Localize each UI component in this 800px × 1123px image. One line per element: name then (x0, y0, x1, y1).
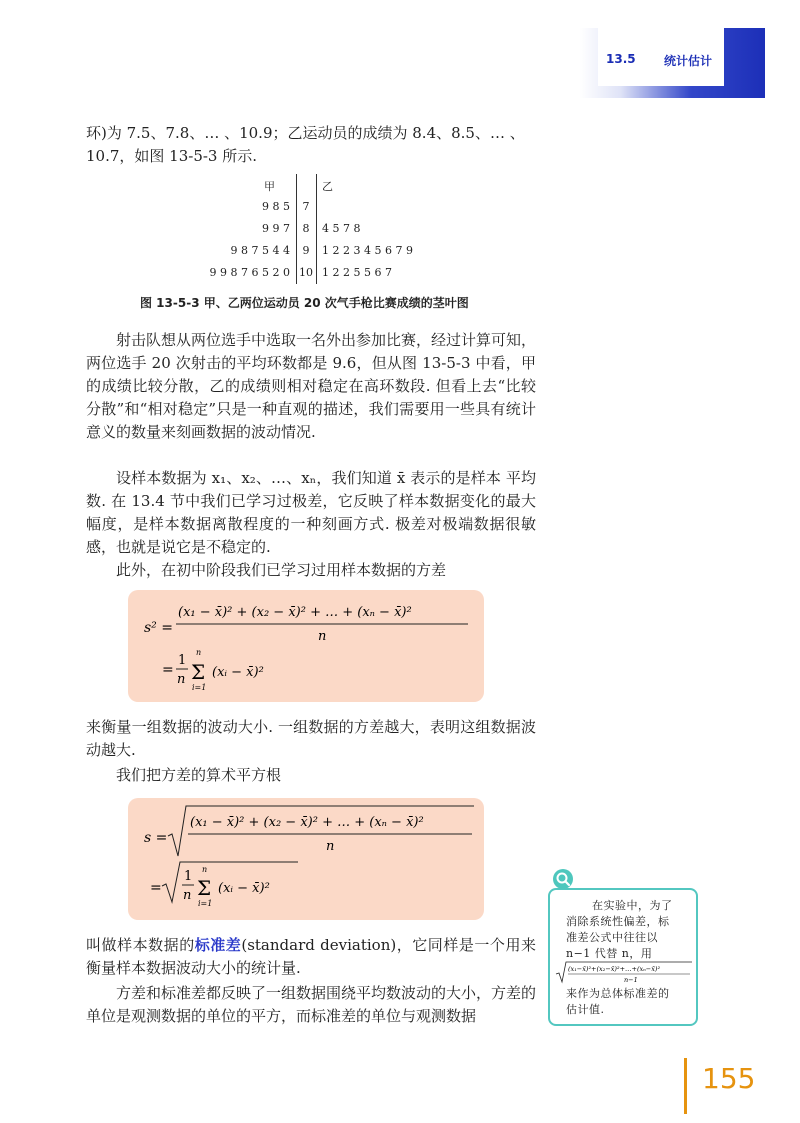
std-sqrt-icon (168, 806, 474, 856)
paragraph-7-after: (standard deviation)，它同样是一个用来衡量样本数据波动大小的统计量. (86, 936, 536, 977)
sigma2-icon: Σ (197, 876, 212, 900)
std-sum-top: n (202, 865, 208, 874)
std-numerator: (x₁ − x̄)² + (x₂ − x̄)² + … + (xₙ − x̄)² (190, 815, 424, 830)
variance-eq2: = (162, 662, 174, 678)
paragraph-8: 方差和标准差都反映了一组数据围绕平均数波动的大小，方差的单位是观测数据的单位的平方，而标准差的单位与观测数据 (86, 984, 537, 1025)
std-eq2: = (150, 880, 162, 896)
stem-row-4-left: 9 9 8 7 6 5 2 0 (209, 266, 290, 279)
sidebar-line-4: n−1 代替 n，用 (566, 947, 653, 960)
std-lhs: s = (144, 830, 168, 846)
sidebar-line-3: 准差公式中往往以 (566, 931, 658, 944)
magnifier-icon (553, 869, 573, 889)
sidebar-line-2: 消除系统性偏差，标 (566, 915, 670, 928)
stem-row-1-left: 9 8 5 (262, 200, 290, 213)
paragraph-5: 来衡量一组数据的波动大小. 一组数据的方差越大，表明这组数据波动越大. (86, 718, 536, 759)
std-coef-den: n (183, 888, 192, 903)
paragraph-1-line-2: 10.7，如图 13-5-3 所示. (86, 147, 258, 165)
sidebar-note (548, 888, 698, 1026)
page-number-bar (684, 1058, 687, 1114)
stem-row-3-left: 9 8 7 5 4 4 (230, 244, 290, 257)
sidebar-formula (554, 960, 694, 986)
variance-sum-top: n (196, 648, 202, 657)
std-formula (128, 798, 484, 920)
sigma-icon: Σ (191, 660, 206, 684)
sidebar-line-6: 估计值. (566, 1003, 605, 1016)
stem-row-2-stem: 8 (302, 222, 310, 235)
paragraph-6: 我们把方差的算术平方根 (116, 766, 282, 784)
stem-row-2-left: 9 9 7 (262, 222, 290, 235)
variance-coef-num: 1 (178, 653, 187, 668)
variance-sum-bottom: i=1 (192, 683, 207, 692)
paragraph-1-line-1: 环)为 7.5、7.8、… 、10.9；乙运动员的成绩为 8.4、8.5、… 、 (86, 124, 525, 142)
section-number: 13.5 (606, 52, 636, 66)
paragraph-7-before: 叫做样本数据的 (86, 936, 195, 954)
variance-denominator: n (318, 629, 327, 644)
paragraph-4: 此外，在初中阶段我们已学习过用样本数据的方差 (116, 561, 447, 579)
std-denominator: n (326, 839, 335, 854)
sidebar-formula-denominator: n−1 (624, 976, 638, 984)
std-coef-num: 1 (184, 869, 193, 884)
paragraph-3-line-1: 设样本数据为 x₁、x₂、…、xₙ，我们知道 x̄ 表示的是样本 (116, 469, 501, 487)
variance-lhs: s² = (144, 620, 173, 636)
stem-row-4-stem: 10 (299, 266, 313, 279)
paragraph-2: 射击队想从两位选手中选取一名外出参加比赛，经过计算可知，两位选手 20 次射击的平均环数都是 9.6，但从图 13-5-3 中看，甲的成绩比较分散，乙的成绩则相对稳定在高环数段. 但看上去“比较分散”和“相对稳定”只是一种直观的描述，我们需要用一些具有统计意义的数量来刻画数据的波动情况. (86, 331, 537, 441)
paragraph-3 (86, 467, 536, 559)
variance-coef-den: n (177, 672, 186, 687)
stem-row-3-right: 1 2 2 3 4 5 6 7 9 (322, 244, 413, 257)
paragraph-1 (86, 122, 536, 168)
sidebar-line-5: 来作为总体标准差的 (566, 987, 670, 1000)
stem-header-left: 甲 (264, 180, 275, 193)
std-sum-term: (xᵢ − x̄)² (218, 881, 270, 896)
sidebar-formula-numerator: (x₁−x̄)²+(x₂−x̄)²+…+(xₙ−x̄)² (568, 965, 661, 973)
std-formula-box (128, 798, 484, 920)
page-number: 155 (702, 1062, 756, 1095)
sidebar-line-1: 在实验中，为了 (592, 899, 673, 912)
stem-divider-left (296, 174, 297, 284)
standard-deviation-term[interactable]: 标准差 (194, 936, 242, 954)
variance-sum-term: (xᵢ − x̄)² (212, 665, 264, 680)
figure-caption: 图 13-5-3 甲、乙两位运动员 20 次气手枪比赛成绩的茎叶图 (140, 296, 469, 310)
std-sum-bottom: i=1 (198, 899, 213, 908)
paragraph-7 (86, 934, 536, 980)
section-title: 统计估计 (664, 54, 713, 68)
stem-row-2-right: 4 5 7 8 (322, 222, 361, 235)
variance-formula-box (128, 590, 484, 702)
stem-row-3-stem: 9 (302, 244, 310, 257)
stem-row-4-right: 1 2 2 5 5 6 7 (322, 266, 392, 279)
stem-divider-right (316, 174, 317, 284)
stem-header-right: 乙 (322, 180, 333, 193)
paragraph-3-rest: 平均数. 在 13.4 节中我们已学习过极差，它反映了样本数据变化的最大幅度，是样本数据离散程度的一种刻画方式. 极差对极端数据很敏感，也就是说它是不稳定的. (86, 469, 536, 556)
stem-row-1-stem: 7 (302, 200, 310, 213)
variance-formula (128, 590, 484, 702)
variance-numerator: (x₁ − x̄)² + (x₂ − x̄)² + … + (xₙ − x̄)² (178, 605, 412, 620)
